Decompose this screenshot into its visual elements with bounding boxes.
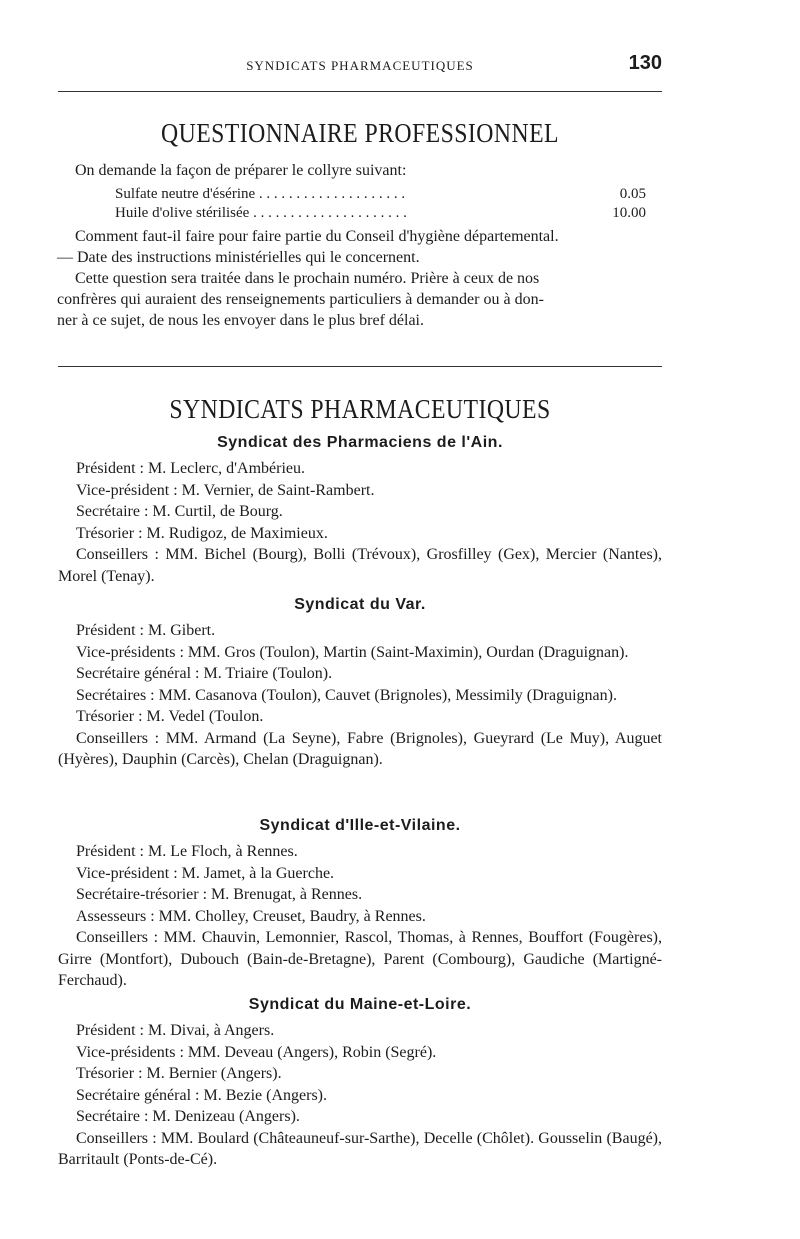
officer-line: Conseillers : MM. Bichel (Bourg), Bolli (Trévoux), Grosfilley (Gex), Mercier (Nantes), Morel (Tenay). — [58, 546, 662, 585]
officer-line: Conseillers : MM. Chauvin, Lemonnier, Rascol, Thomas, à Rennes, Bouffort (Fougères), Girre (Montfort), Dubouch (Bain-de-Bretagne), Parent (Combourg), Gaudiche (Martigné-Ferchaud). — [58, 929, 662, 989]
officer-line: Président : M. Gibert. — [76, 622, 216, 639]
syndicat-ille-et-vilaine-officers — [58, 841, 662, 992]
officer-line: Trésorier : M. Rudigoz, de Maximieux. — [76, 524, 328, 542]
syndicat-var-officers — [58, 620, 662, 771]
officer-line: Président : M. Le Floch, à Rennes. — [76, 843, 298, 860]
running-title: SYNDICATS PHARMACEUTIQUES — [246, 58, 474, 73]
officer-line: Secrétaires : MM. Casanova (Toulon), Cauvet (Brignoles), Messimily (Draguignan). — [76, 686, 617, 704]
officer-line: Président : M. Divai, à Angers. — [76, 1022, 275, 1039]
question-line: Comment faut-il faire pour faire partie du Conseil d'hygiène départemental. — [75, 228, 559, 245]
ingredient-quantity: 0.05 — [619, 186, 646, 202]
ingredient-name: Sulfate neutre d'ésérine — [115, 186, 256, 202]
officer-line: Conseillers : MM. Boulard (Châteauneuf-sur-Sarthe), Decelle (Chôlet). Gousselin (Baugé), Barritault (Ponts-de-Cé). — [58, 1129, 662, 1168]
officer-line: Conseillers : MM. Armand (La Seyne), Fabre (Brignoles), Gueyrard (Le Muy), Auguet (Hyères), Dauphin (Carcès), Chelan (Draguignan). — [58, 729, 662, 768]
ingredient-row — [115, 185, 646, 204]
syndicat-heading-ain: Syndicat des Pharmaciens de l'Ain. — [217, 434, 503, 451]
questionnaire-intro: On demande la façon de préparer le collyre suivant: — [75, 162, 407, 179]
questionnaire-body — [57, 160, 662, 331]
syndicat-heading-ille-et-vilaine: Syndicat d'Ille-et-Vilaine. — [259, 817, 461, 834]
question-line: — Date des instructions ministérielles qui le concernent. — [57, 249, 420, 266]
syndicat-heading-maine-et-loire: Syndicat du Maine-et-Loire. — [248, 996, 472, 1013]
page-number: 130 — [628, 52, 662, 74]
ingredient-row — [115, 204, 646, 223]
officer-line: Président : M. Leclerc, d'Ambérieu. — [76, 460, 306, 477]
ingredient-name: Huile d'olive stérilisée — [115, 205, 250, 221]
officer-line: Assesseurs : MM. Cholley, Creuset, Baudry, à Rennes. — [76, 907, 426, 925]
officer-line: Trésorier : M. Vedel (Toulon. — [76, 708, 264, 725]
notice-line: confrères qui auraient des renseignements particuliers à demander ou à don- — [57, 291, 544, 308]
notice-line: ner à ce sujet, de nous les envoyer dans le plus bref délai. — [57, 312, 424, 329]
questionnaire-title: QUESTIONNAIRE PROFESSIONNEL — [160, 118, 559, 148]
ingredient-leader: . . . . . . . . . . . . . . . . . . . . — [258, 186, 406, 202]
officer-line: Secrétaire-trésorier : M. Brenugat, à Rennes. — [76, 886, 363, 903]
officer-line: Vice-présidents : MM. Deveau (Angers), Robin (Segré). — [76, 1043, 437, 1061]
officer-line: Vice-président : M. Vernier, de Saint-Rambert. — [76, 481, 375, 499]
syndicats-title: SYNDICATS PHARMACEUTIQUES — [169, 394, 551, 424]
officer-line: Vice-présidents : MM. Gros (Toulon), Martin (Saint-Maximin), Ourdan (Draguignan). — [76, 643, 629, 661]
syndicat-maine-et-loire-officers — [58, 1020, 662, 1171]
syndicat-heading-var: Syndicat du Var. — [294, 596, 426, 613]
officer-line: Vice-président : M. Jamet, à la Guerche. — [76, 864, 335, 882]
ingredient-quantity: 10.00 — [612, 205, 646, 221]
syndicat-ain-officers — [58, 458, 662, 587]
notice-line: Cette question sera traitée dans le prochain numéro. Prière à ceux de nos — [75, 270, 540, 287]
header-rule — [58, 91, 662, 92]
ingredient-leader: . . . . . . . . . . . . . . . . . . . . . — [253, 205, 407, 221]
officer-line: Secrétaire général : M. Triaire (Toulon). — [76, 665, 333, 682]
officer-line: Trésorier : M. Bernier (Angers). — [76, 1065, 282, 1082]
section-rule — [58, 366, 662, 367]
officer-line: Secrétaire général : M. Bezie (Angers). — [76, 1086, 327, 1104]
officer-line: Secrétaire : M. Denizeau (Angers). — [76, 1108, 300, 1125]
officer-line: Secrétaire : M. Curtil, de Bourg. — [76, 503, 283, 520]
